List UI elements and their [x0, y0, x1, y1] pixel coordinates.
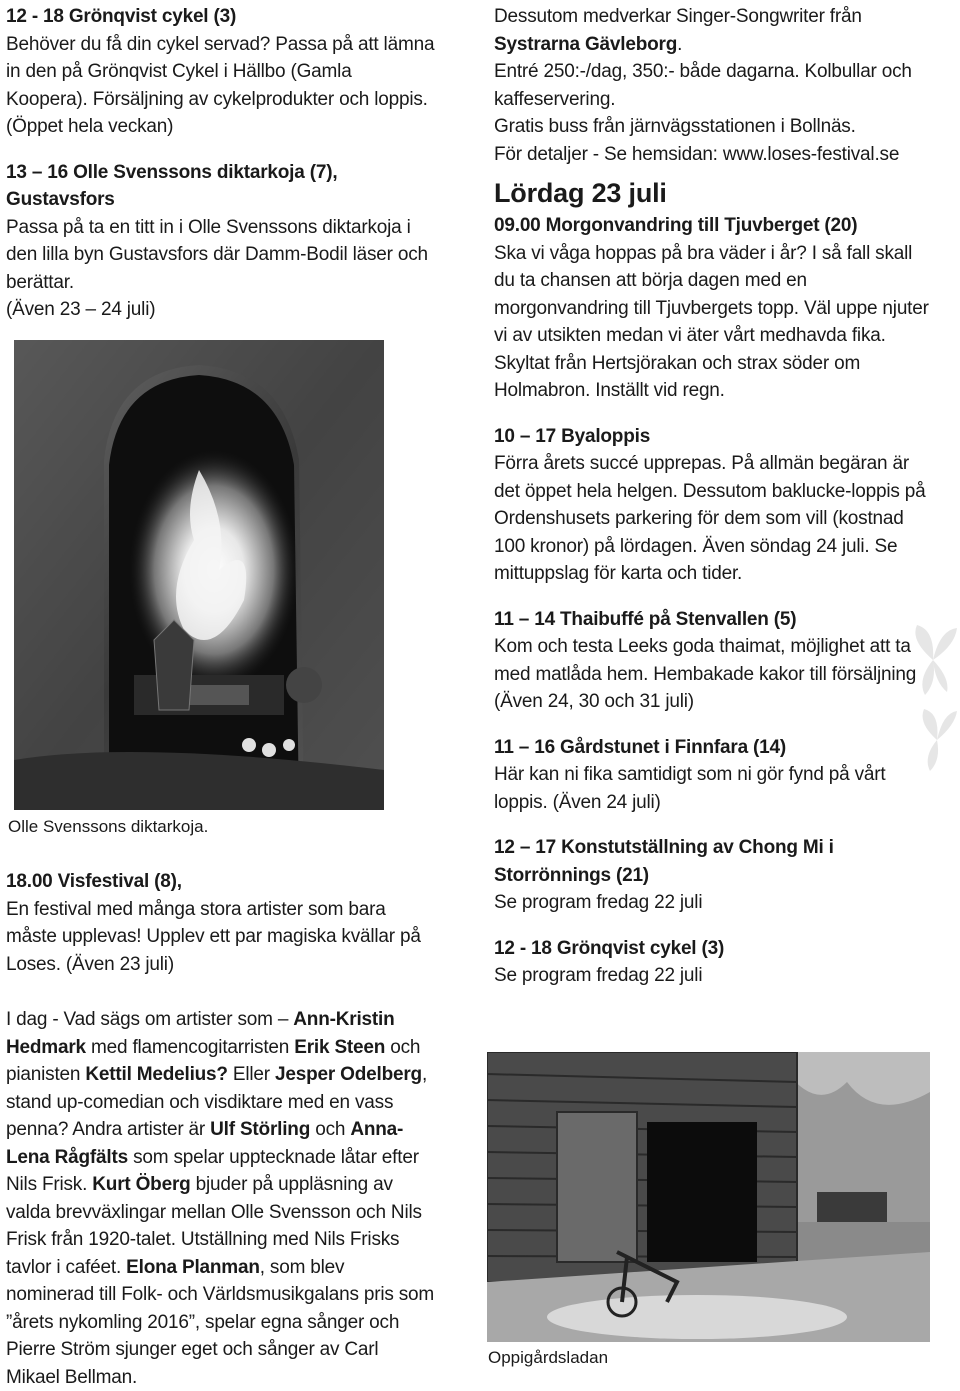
festival-website: För detaljer - Se hemsidan: www.loses-festival.se [494, 143, 900, 165]
artist-name: Ann-Kristin Hedmark [6, 1009, 395, 1058]
event-title-byaloppis: 10 – 17 Byaloppis [494, 425, 651, 447]
event-body-visfestival: En festival med många stora artister som bara måste upplevas! Upplev ett par magiska kvällar på Loses. (Även 23 juli) [6, 898, 421, 975]
left-column-lower [6, 868, 436, 1391]
artist-name: Jesper Odelberg [275, 1064, 422, 1085]
event-title-gronqvist-sat: 12 - 18 Grönqvist cykel (3) [494, 937, 725, 959]
artist-paragraph: I dag - Vad sägs om artister som – Ann-Kristin Hedmark med flamencogitarristen Erik Steen och pianisten Kettil Medelius? Eller Jesper Odelberg, stand up-comedian och visdiktare med en vass penna? Andra artister är Ulf Störling och Anna-Lena Rågfälts som spelar upptecknade låtar efter Nils Frisk. Kurt Öberg bjuder på uppläsning av valda brevväxlingar mellan Olle Svensson och Nils Frisk från 1920-talet. Utställning med Nils Frisks tavlor i caféet. Elona Planman, som blev nominerad till Folk- och Världsmusikgalans pris som ”årets nykomling 2016”, spelar egna sånger och Pierre Ström sjunger eget och sånger av Carl Mikael Bellman. [6, 1009, 435, 1388]
event-body-gronqvist: Behöver du få din cykel servad? Passa på att lämna in den på Grönqvist Cykel i Hällbo (Gamla Koopera). Försäljning av cykelprodukter och loppis. [6, 33, 435, 110]
artist-name: Ulf Störling [210, 1119, 311, 1140]
event-body-konstutstallning: Se program fredag 22 juli [494, 892, 703, 913]
butterfly-icon [905, 620, 960, 700]
event-body-morgonvandring: Ska vi våga hoppas på bra väder i år? I så fall skall du ta chansen att börja dagen med en morgonvandring till Tjuvbergets topp. Väl uppe njuter vi av utsikten medan vi äter vårt medhavda fika. Skyltat från Hertsjörakan och strax söder om Holmabron. Inställt vid regn. [494, 242, 929, 401]
event-title-konstutstallning: 12 – 17 Konstutställning av Chong Mi i Storrönnings (21) [494, 837, 834, 886]
artist-name: Erik Steen [294, 1036, 386, 1058]
right-column [494, 3, 934, 990]
barn-image [487, 1052, 930, 1342]
photo-oppigardsladan [487, 1052, 930, 1342]
day-heading: Lördag 23 juli [494, 178, 667, 208]
festival-entry-price: Entré 250:-/dag, 350:- både dagarna. Kolbullar och kaffeservering. [494, 61, 912, 110]
event-title-visfestival: 18.00 Visfestival (8), [6, 871, 182, 892]
event-note-diktarkoja: (Även 23 – 24 juli) [6, 299, 156, 320]
artist-name: Kurt Öberg [92, 1174, 191, 1195]
photo-diktarkoja [14, 340, 384, 810]
event-body-byaloppis: Förra årets succé upprepas. På allmän begäran är det öppet hela helgen. Dessutom baklucke-loppis på Ordenshusets parkering för dem som vill (kostnad 100 kronor) på lördagen. Även söndag 24 juli. Se mittuppslag för karta och tider. [494, 453, 926, 584]
photo-caption-diktarkoja: Olle Svenssons diktarkoja. [8, 817, 209, 836]
artist-name: Elona Planman [126, 1256, 260, 1278]
festival-intro: Dessutom medverkar Singer-Songwriter från Systrarna Gävleborg. [494, 6, 862, 55]
event-title-gardstunet: 11 – 16 Gårdstunet i Finnfara (14) [494, 736, 787, 758]
festival-bus: Gratis buss från järnvägsstationen i Bollnäs. [494, 116, 856, 137]
event-body-gronqvist-sat: Se program fredag 22 juli [494, 965, 703, 986]
butterfly-icon [915, 705, 960, 775]
event-body-diktarkoja: Passa på ta en titt in i Olle Svenssons diktarkoja i den lilla byn Gustavsfors där Damm-Bodil läser och berättar. [6, 216, 428, 293]
fireplace-image [14, 340, 384, 810]
event-body-gardstunet: Här kan ni fika samtidigt som ni gör fynd på vårt loppis. (Även 24 juli) [494, 764, 886, 813]
photo-caption-oppigardsladan: Oppigårdsladan [488, 1348, 609, 1367]
event-title-morgonvandring: 09.00 Morgonvandring till Tjuvberget (20) [494, 215, 858, 236]
event-title-diktarkoja: 13 – 16 Olle Svenssons diktarkoja (7), Gustavsfors [6, 161, 338, 210]
event-title-gronqvist: 12 - 18 Grönqvist cykel (3) [6, 6, 237, 27]
left-column [6, 3, 436, 324]
artist-name: Anna-Lena Rågfälts [6, 1119, 404, 1168]
event-title-thaibuffe: 11 – 14 Thaibuffé på Stenvallen (5) [494, 608, 797, 630]
artist-name: Kettil Medelius? [85, 1064, 228, 1085]
event-note-gronqvist: (Öppet hela veckan) [6, 116, 174, 137]
event-body-thaibuffe: Kom och testa Leeks goda thaimat, möjlighet att ta med matlåda hem. Hembakade kakor till försäljning (Även 24, 30 och 31 juli) [494, 636, 917, 712]
